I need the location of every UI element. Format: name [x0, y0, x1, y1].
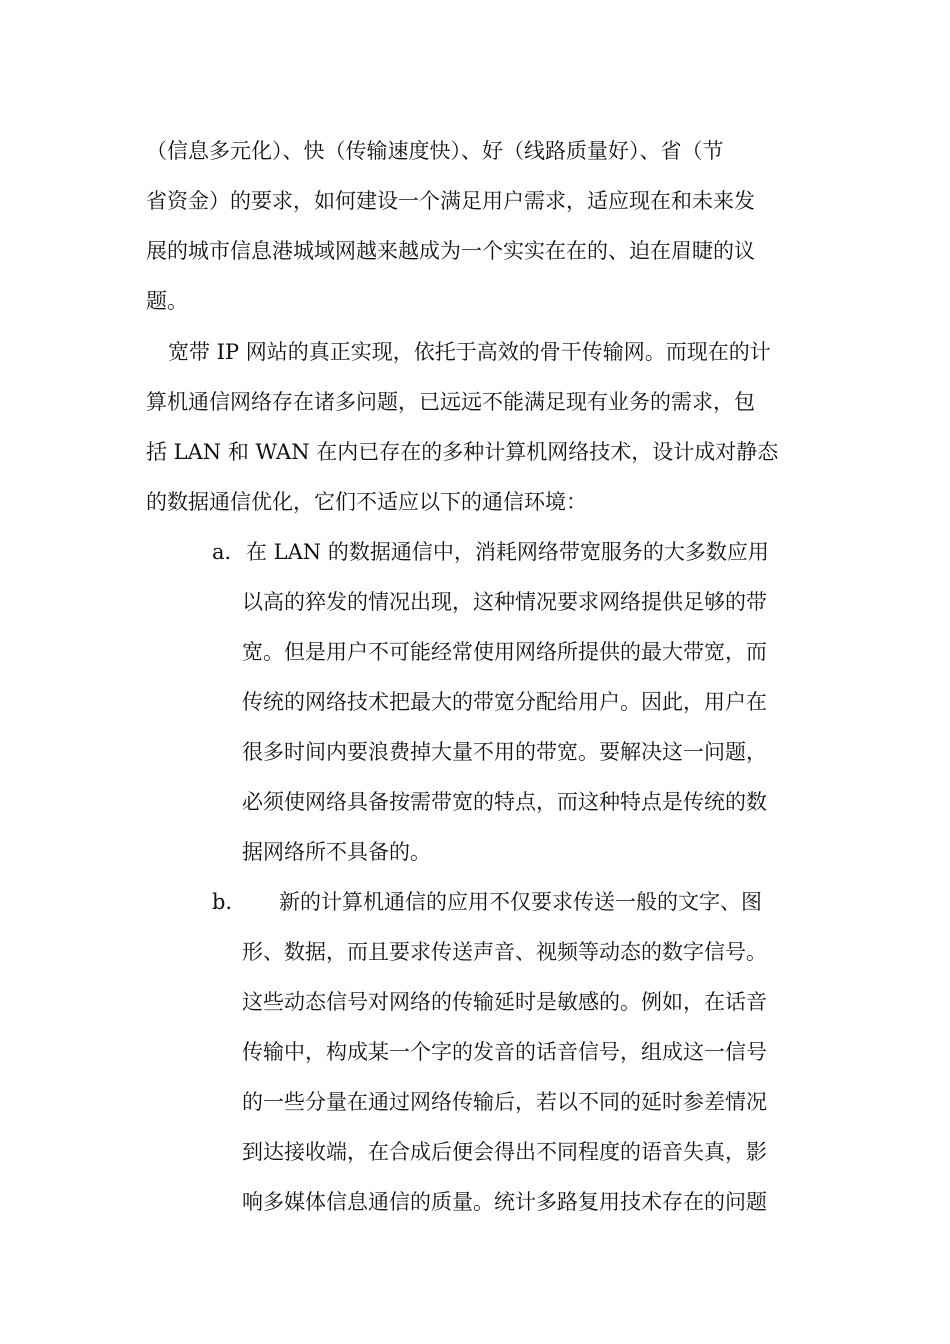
text-line: 响多媒体信息通信的质量。统计多路复用技术存在的问题	[242, 1190, 767, 1214]
text-line: 以高的猝发的情况出现，这种情况要求网络提供足够的带	[242, 590, 767, 614]
text-line: （信息多元化）、快（传输速度快）、好（线路质量好）、省（节	[146, 139, 724, 163]
text-line: 形、数据，而且要求传送声音、视频等动态的数字信号。	[242, 940, 767, 964]
text-line: 新的计算机通信的应用不仅要求传送一般的文字、图	[279, 890, 762, 914]
text-line: 省资金）的要求，如何建设一个满足用户需求，适应现在和未来发	[146, 189, 755, 213]
text-line: 这些动态信号对网络的传输延时是敏感的。例如，在话音	[242, 990, 767, 1014]
text-line: 传统的网络技术把最大的带宽分配给用户。因此，用户在	[242, 690, 767, 714]
list-marker: b．	[212, 890, 247, 914]
text-line: 括 LAN 和 WAN 在内已存在的多种计算机网络技术，设计成对静态	[146, 440, 779, 464]
text-line: 算机通信网络存在诸多问题，已远远不能满足现有业务的需求，包	[146, 390, 755, 414]
text-line: 的数据通信优化，它们不适应以下的通信环境：	[146, 490, 587, 514]
text-line: 在 LAN 的数据通信中，消耗网络带宽服务的大多数应用	[246, 540, 769, 564]
text-line: 必须使网络具备按需带宽的特点，而这种特点是传统的数	[242, 790, 767, 814]
text-line: 的一些分量在通过网络传输后，若以不同的延时参差情况	[242, 1090, 767, 1114]
text-line: 题。	[146, 289, 188, 313]
text-line: 宽带 IP 网站的真正实现，依托于高效的骨干传输网。而现在的计	[168, 340, 771, 364]
text-line: 宽。但是用户不可能经常使用网络所提供的最大带宽，而	[242, 640, 767, 664]
text-line: 据网络所不具备的。	[242, 840, 431, 864]
text-line: 很多时间内要浪费掉大量不用的带宽。要解决这一问题，	[242, 740, 767, 764]
text-line: 到达接收端，在合成后便会得出不同程度的语音失真，影	[242, 1140, 767, 1164]
text-line: 传输中，构成某一个字的发音的话音信号，组成这一信号	[242, 1040, 767, 1064]
text-line: 展的城市信息港城域网越来越成为一个实实在在的、迫在眉睫的议	[146, 239, 755, 263]
list-marker: a．	[212, 540, 246, 564]
